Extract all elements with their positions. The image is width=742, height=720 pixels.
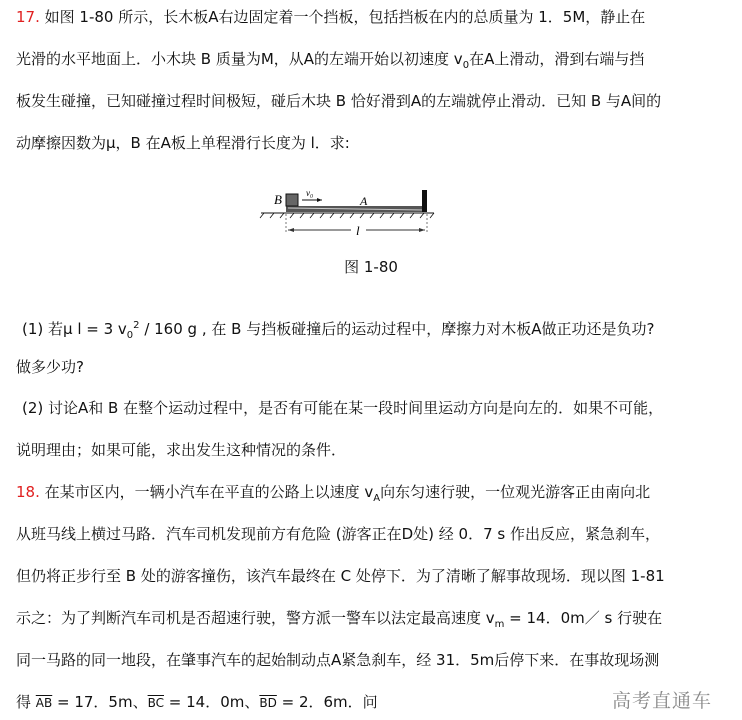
- q17-line-2: [16, 49, 644, 76]
- q18-line-6: [16, 692, 378, 713]
- q18-line-4: [16, 608, 662, 635]
- segment-bc: $\overline{BC}$: [147, 696, 164, 710]
- question-number: 17.: [16, 8, 40, 26]
- text: 光滑的水平地面上．小木块 B 质量为M，从A的左端开始以初速度 v: [16, 50, 463, 68]
- q17-line-3: 板发生碰撞，已知碰撞过程时间极短，碰后木块 B 恰好滑到A的左端就停止滑动．已知 B 与A间的: [16, 92, 662, 110]
- q17-part-2: (2) 讨论A和 B 在整个运动过程中，是否有可能在某一段时间里运动方向是向左的．如果不可能，: [22, 399, 664, 417]
- figure-1-80: [256, 188, 436, 243]
- text: = 2．6m．问: [276, 693, 378, 711]
- text: 在A上滑动，滑到右端与挡: [469, 50, 645, 68]
- q17-line-1: [16, 7, 645, 27]
- text: = 14．0m／ s 行驶在: [504, 609, 663, 627]
- subscript: m: [494, 619, 505, 630]
- q18-line-3: 但仍将正步行至 B 处的游客撞伤，该汽车最终在 C 处停下．为了清晰了解事故现场．现以图 1-81: [16, 567, 665, 585]
- label-A: A: [360, 194, 368, 208]
- text: 在某市区内，一辆小汽车在平直的公路上以速度 v: [44, 483, 374, 501]
- label-B: B: [274, 192, 282, 207]
- subscript: 0: [462, 60, 470, 71]
- segment-bd: $\overline{BD}$: [259, 696, 277, 710]
- figure-caption: 图 1-80: [344, 258, 398, 276]
- q18-line-1: [16, 482, 650, 509]
- text: (1) 若μ l = 3 v: [22, 320, 127, 338]
- q18-line-2: 从班马线上横过马路．汽车司机发现前方有危险 (游客正在D处) 经 0．7 s 作出反应，紧急刹车，: [16, 525, 661, 543]
- question-number: 18.: [16, 483, 40, 501]
- superscript: 2: [133, 320, 140, 331]
- label-l: l: [356, 223, 360, 238]
- text: / 160 g , 在 B 与挡板碰撞后的运动过程中，摩擦力对木板A做正功还是负功?: [139, 320, 655, 338]
- subscript: A: [373, 493, 381, 504]
- watermark: 高考直通车: [611, 690, 712, 712]
- text: 如图 1-80 所示，长木板A右边固定着一个挡板，包括挡板在内的总质量为 1．5M，静止在: [44, 8, 646, 26]
- q17-part-2-cont: 说明理由；如果可能，求出发生这种情况的条件．: [16, 441, 347, 459]
- segment-ab: $\overline{AB}$: [35, 696, 53, 710]
- text: 示之：为了判断汽车司机是否超速行驶，警方派一警车以法定最高速度 v: [16, 609, 495, 627]
- text: 向东匀速行驶，一位观光游客正由南向北: [380, 483, 651, 501]
- text: 得: [16, 693, 36, 711]
- label-v0: v₀: [306, 188, 314, 198]
- text: = 14．0m、: [164, 693, 260, 711]
- subscript: 0: [126, 330, 134, 341]
- block-B: [286, 194, 298, 206]
- q18-line-5: 同一马路的同一地段，在肇事汽车的起始制动点A紧急刹车，经 31．5m后停下来．在事故现场测: [16, 651, 660, 669]
- q17-line-4: 动摩擦因数为μ，B 在A板上单程滑行长度为 l．求:: [16, 134, 350, 152]
- baffle: [422, 190, 427, 212]
- q17-part-1: [22, 316, 654, 346]
- q17-part-1-cont: 做多少功?: [16, 358, 84, 376]
- text: = 17．5m、: [52, 693, 148, 711]
